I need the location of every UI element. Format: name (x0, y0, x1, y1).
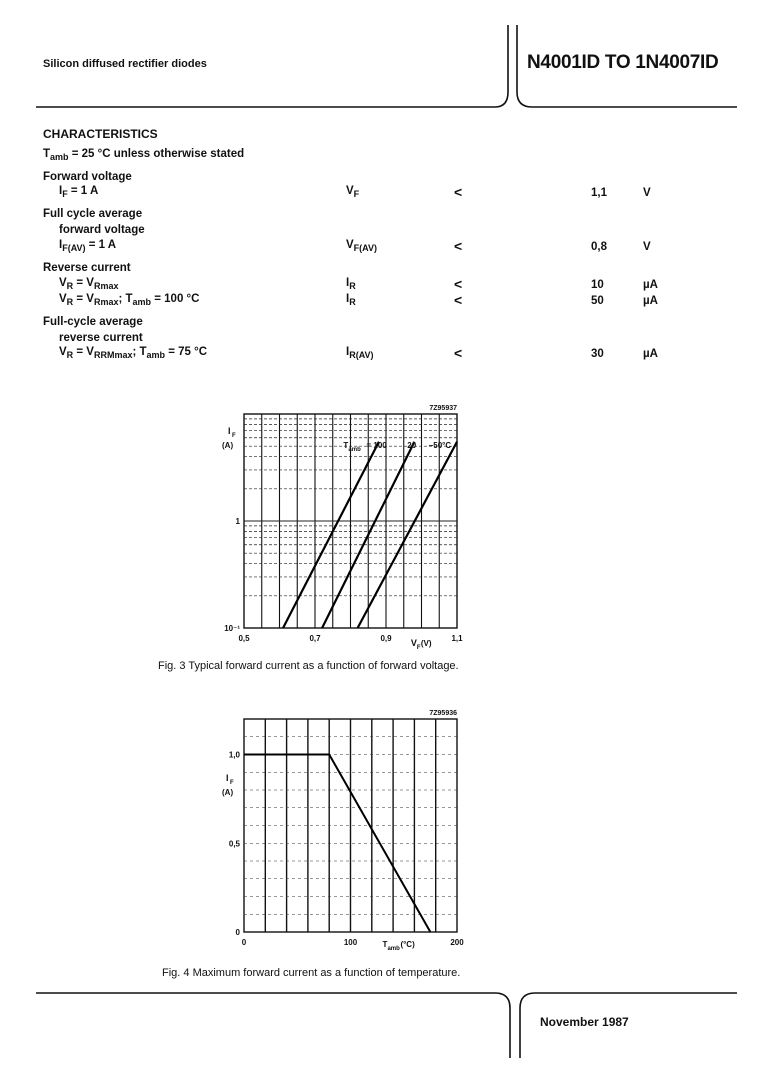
series-label: 20 (407, 441, 417, 450)
footer-rule-left (36, 993, 510, 1058)
x-axis-label: V (410, 638, 417, 648)
row-unit: µA (643, 295, 658, 307)
characteristics-heading: CHARACTERISTICS (43, 127, 158, 141)
row-symbol: $V_F$ (346, 185, 360, 199)
row-label: Full cycle average (43, 208, 143, 220)
row-condition: $V_R = V_{RRMmax}$; $T_{amb} = 75$ °C (59, 346, 208, 360)
row-condition: $I_{F(AV)} = 1$ A (59, 239, 117, 253)
header-rule-right (517, 25, 737, 107)
series-label: = 100 (366, 441, 387, 450)
y-axis-label: I (228, 426, 231, 436)
row-unit: V (643, 241, 651, 253)
row-symbol: $V_{F(AV)}$ (346, 239, 377, 253)
y-axis-unit: (A) (222, 788, 234, 798)
row-condition: $V_R = V_{Rmax}$; $T_{amb} = 100$ °C (59, 293, 200, 307)
x-axis-label: T (382, 940, 388, 949)
x-tick-label: 1,1 (451, 634, 463, 643)
x-axis-label-sub: F (416, 645, 421, 651)
chart-id-code: 7Z95936 (429, 710, 457, 717)
fig3-caption: Fig. 3 Typical forward current as a function of forward voltage. (158, 660, 459, 672)
row-relation: < (454, 292, 463, 308)
row-label: Reverse current (43, 262, 131, 274)
y-tick-label: 1 (235, 517, 240, 526)
y-axis-label: I (226, 773, 229, 784)
row-value: 10 (591, 279, 604, 291)
row-relation: < (454, 238, 463, 254)
row-unit: µA (643, 279, 658, 291)
fig4-caption: Fig. 4 Maximum forward current as a function of temperature. (162, 967, 461, 979)
chart-id-code: 7Z95937 (429, 405, 457, 412)
x-tick-label: 0,9 (380, 634, 392, 643)
x-tick-label: 0,5 (238, 634, 250, 643)
x-tick-label: 0,7 (309, 634, 321, 643)
y-axis-unit: (A) (222, 441, 234, 450)
series-label: −50°C (428, 441, 452, 450)
row-symbol: $I_{R(AV)}$ (346, 346, 374, 360)
row-value: 1,1 (591, 187, 607, 199)
row-condition: $I_F = 1$ A (59, 185, 99, 199)
row-condition: $V_R = V_{Rmax}$ (59, 277, 119, 291)
row-unit: µA (643, 348, 658, 360)
fig3-chart (200, 400, 490, 655)
header-left-title: Silicon diffused rectifier diodes (43, 58, 207, 70)
row-unit: V (643, 187, 651, 199)
row-symbol: $I_R$ (346, 277, 356, 291)
row-value: 50 (591, 295, 604, 307)
row-relation: < (454, 276, 463, 292)
x-tick-label: 200 (450, 938, 464, 947)
row-relation: < (454, 345, 463, 361)
x-tick-label: 100 (343, 938, 358, 947)
y-tick-label: 0 (235, 928, 240, 937)
x-axis-unit: (V) (420, 639, 432, 648)
fig4-chart (200, 705, 490, 960)
y-tick-label: 0,5 (228, 839, 240, 849)
x-axis-label-sub: amb (387, 946, 400, 952)
characteristics-condition: $T_{amb} = 25$ °C unless otherwise stated (43, 148, 245, 162)
y-tick-label: 10⁻¹ (224, 624, 240, 633)
x-axis-unit: (°C) (400, 940, 415, 949)
x-tick-label: 0 (241, 938, 247, 947)
legend-prefix: T (343, 441, 349, 450)
y-axis-label-sub: F (232, 433, 236, 439)
row-value: 0,8 (591, 241, 607, 253)
row-label: reverse current (59, 332, 143, 344)
row-label: Forward voltage (43, 171, 132, 183)
row-label: forward voltage (59, 224, 145, 236)
row-value: 30 (591, 348, 604, 360)
row-label: Full-cycle average (43, 316, 143, 328)
row-relation: < (454, 184, 463, 200)
footer-date: November 1987 (540, 1015, 629, 1029)
curve-series-2 (358, 442, 457, 628)
legend-prefix-sub: amb (348, 447, 361, 453)
header-rule-left (36, 25, 508, 107)
y-tick-label: 1,0 (228, 750, 240, 760)
row-symbol: $I_R$ (346, 293, 356, 307)
y-axis-label-sub: F (230, 780, 234, 787)
header-right-title: N4001ID TO 1N4007ID (527, 52, 719, 73)
